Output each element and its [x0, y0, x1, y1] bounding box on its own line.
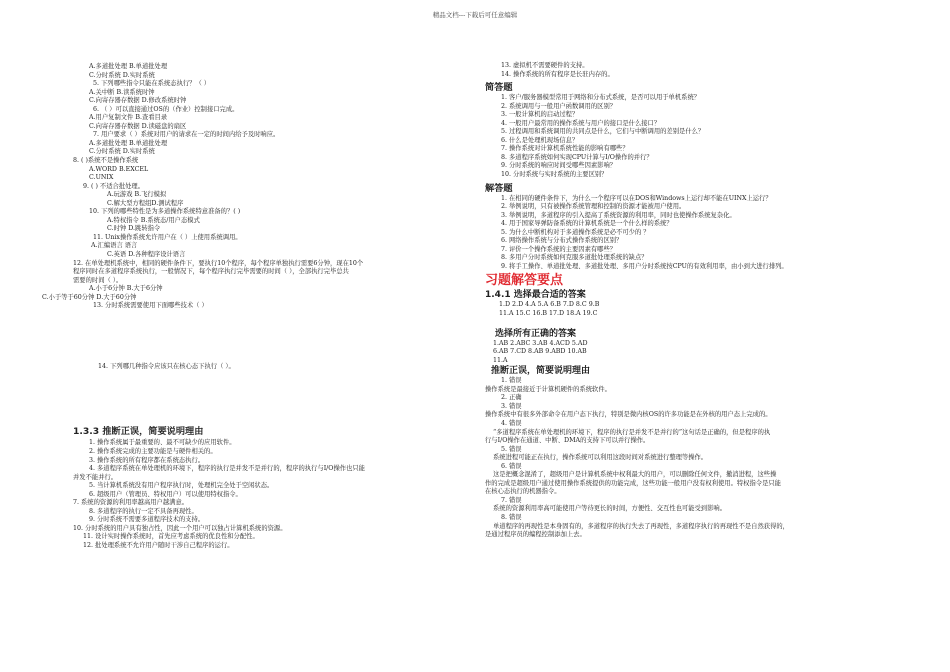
essay-question-line: 8. 多用户分时系统如何克服多道批处理系统的缺点？: [501, 254, 648, 262]
right-column: [485, 62, 925, 540]
tf-question-line: 8. 多道程序的执行一定不具备再现性。: [89, 507, 198, 515]
question-line: 12. 在单处理机系统中，相同的硬件条件下，要执行10个程序，每个程序单独执行需要6分钟，现在10个: [73, 259, 364, 267]
essay-question-line: 1. 在相同的硬件条件下，为什么一个程序可以在DOS和Windows上运行却不能在UINX上运行？: [501, 194, 772, 202]
tf-question-line: 1. 操作系统属于最重要的、最不可缺少的应用软件。: [89, 439, 236, 447]
question-line: 11. Unix操作系统允许用户在（ ）上使用系统调用。: [93, 233, 242, 241]
answer-line: 7. 错误: [501, 496, 522, 504]
question-line: C.小于等于60分钟 D.大于60分钟: [42, 293, 137, 301]
short-answer-questions: [485, 94, 925, 179]
short-question-line: 8. 多道程序系统如何实现CPU计算与I/O操作的并行？: [501, 153, 653, 161]
question-line: C.英语 D.各种程序设计语言: [107, 251, 186, 259]
answers-tf-title: 推断正误，简要说明理由: [491, 366, 591, 377]
essay-question-line: 6. 网络操作系统与分布式操作系统的区别？: [501, 237, 623, 245]
answer-line: 11.A: [493, 356, 508, 364]
short-question-line: 5. 过程调用和系统调用的共同点是什么，它们与中断调用的差别是什么？: [501, 128, 705, 136]
question-line: C.向寄存器存数据 D.修改系统时钟: [89, 97, 187, 105]
short-question-line: 7. 操作系统对计算机系统性能的影响有哪些？: [501, 145, 629, 153]
answer-line: 操作系统是最接近于计算机硬件的系统软件。: [485, 385, 611, 393]
answer-line: 这是把概念混淆了，超级用户是计算机系统中权利最大的用户，可以删除任何文件，撤消进程，这些操: [493, 471, 777, 479]
question-line: 13. 分时系统需要使用下面哪些技术（ ）: [93, 302, 208, 310]
answer-line: “多道程序系统在单处理机的环境下，程序的执行是并发不是并行的”这句话是正确的，但是程序的执: [493, 428, 771, 436]
tf-question-line: 5. 当计算机系统没有用户程序执行时，处理机完全处于空闲状态。: [89, 482, 274, 490]
multiple-choice-questions: [40, 63, 465, 311]
short-question-line: 10. 分时系统与实时系统的主要区别？: [501, 171, 608, 179]
short-question-line: 1. 客户/服务器模型常用于网络和分布式系统，是否可以用于单机系统？: [501, 94, 701, 102]
answer-line: 单道程序的再现性是本身固有的，多道程序的执行失去了再现性，多道程序执行的再现性不是自然获得的，: [493, 522, 789, 530]
question-line: 9. ( ) 不适合批处理。: [83, 182, 145, 190]
question-line: 7. 用户要求（ ）系统对用户的请求在一定的时间内给予及时响应。: [93, 131, 280, 139]
answer-line: 在核心态执行的机器指令。: [485, 488, 561, 496]
question-line: A.多道批处理 B.单道批处理: [89, 63, 168, 70]
answers-single-choice: [485, 301, 925, 318]
question-line: C.时钟 D.跳转指令: [107, 225, 161, 233]
question-line: A.用户复制文件 B.查看目录: [89, 114, 168, 122]
short-question-line: 9. 分时系统的响应时间受哪些因素影响？: [501, 162, 617, 170]
section-title-1-3-3: 1.3.3 推断正误，简要说明理由: [73, 426, 204, 438]
answers-title: 习题解答要点: [485, 273, 564, 289]
short-question-line: 4. 一般用户最常用的操作系统与用户的接口是什么接口？: [501, 119, 661, 127]
tf-question-line: 13. 虚拟机不需要硬件的支持。: [501, 62, 589, 69]
tf-question-line: 9. 分时系统不需要多道程序技术的支持。: [89, 516, 205, 524]
answers-true-false: [485, 377, 925, 539]
tf-question-line: 11. 设计实时操作系统时，首先应考虑系统的优良性和分配性。: [83, 533, 259, 541]
tf-question-line: 3. 操作系统的所有程序都在系统态执行。: [89, 456, 205, 464]
question-line: A.WORD B.EXCEL: [89, 165, 149, 173]
question-line: A.小于6分钟 B.大于6分钟: [89, 285, 163, 293]
tf-question-line: 6. 超级用户（管理员、特权用户）可以使用特权指令。: [89, 490, 242, 498]
left-column: [40, 63, 465, 551]
answer-line: 1. 错误: [501, 377, 522, 385]
essay-question-line: 4. 用于国家导弹防备系统的计算机系统是一个什么样的系统？: [501, 220, 673, 228]
tf-question-line: 4. 多道程序系统在单处理机的环境下，程序的执行是并发不是并行的，程序的执行与I/O操作也只能: [89, 465, 365, 473]
tf-question-line: 10. 分时系统的用户具有独占性，因此一个用户可以独占计算机系统的资源。: [73, 524, 287, 532]
question-14: 14. 下列哪几种指令应该只在核心态下执行（ ）。: [98, 362, 235, 370]
answer-line: 1.D 2.D 4.A 5.A 6.B 7.D 8.C 9.B: [499, 301, 600, 309]
true-false-questions-continued: [485, 62, 925, 79]
essay-question-line: 9. 将手工操作、单道批处理、多道批处理、多用户分时系统按CPU的有效利用率，由小到大进行排列。: [501, 262, 788, 270]
answer-line: 11.A 15.C 16.B 17.D 18.A 19.C: [499, 310, 598, 318]
essay-title: 解答题: [485, 182, 513, 194]
question-line: A.玩游戏 B.飞行模拟: [107, 191, 167, 199]
answer-line: 5. 错误: [501, 445, 522, 453]
answers-multi-title: 选择所有正确的答案: [495, 328, 577, 339]
answer-line: 行与I/O操作在通道、中断、DMA的支持下可以并行操作。: [485, 437, 650, 445]
tf-question-line: 并发不能并行。: [73, 473, 118, 481]
question-line: A.特权指令 B.系统态/用户态模式: [107, 216, 200, 224]
answer-line: 系统的资源利用率高可能使用户等待更长的时间，方便性、交互性也可能受到影响。: [493, 505, 726, 513]
answer-line: 6. 错误: [501, 462, 522, 470]
question-line: 6. （ ）可以直接通过OS的（作业）控制接口完成。: [93, 105, 239, 113]
short-question-line: 6. 什么是处理机现场信息？: [501, 136, 579, 144]
question-line: C.解大型方程组D.测试程序: [107, 199, 184, 207]
essay-questions: [485, 195, 925, 272]
page-header: 精品文档---下载后可任意编辑: [432, 11, 518, 19]
essay-question-line: 7. 评价一个操作系统的主要因素有哪些？: [501, 245, 617, 253]
answer-line: 是通过程序员的编程控制添加上去。: [485, 531, 586, 539]
question-line: A.汇编语言 语言: [91, 242, 138, 250]
tf-question-line: 12. 批处理系统不允许用户随时干涉自己程序的运行。: [83, 541, 234, 549]
tf-question-line: 7. 系统的资源的利用率越高用户越满意。: [73, 499, 189, 507]
answers-multi-choice: [485, 340, 925, 366]
true-false-questions: [40, 439, 465, 550]
answer-line: 操作系统中有很多外部命令在用户态下执行，特别是微内核OS的许多功能是在外核的用户态上完成的。: [485, 411, 772, 419]
question-line: A.关中断 B.读系统时钟: [89, 88, 155, 96]
answer-line: 6.AB 7.CD 8.AB 9.ABD 10.AB: [493, 348, 587, 356]
question-line: A.多道批处理 B.单道批处理: [89, 139, 168, 147]
answer-line: 1.AB 2.ABC 3.AB 4.ACD 5.AD: [493, 339, 588, 347]
essay-question-line: 5. 为什么中断机构对于多道操作系统是必不可少的 ？: [501, 228, 650, 236]
short-question-line: 2. 系统调用与一般用户函数调用的区别？: [501, 102, 617, 110]
tf-question-line: 2. 操作系统完成的主要功能是与硬件相关的。: [89, 447, 217, 455]
question-line: 10. 下列的哪些特性是为多道操作系统特意准备的？( ): [89, 208, 241, 216]
question-line: 程序同时在多道程序系统执行，一般情况下，每个程序执行完毕需要的时间（ ），全部执行完毕总共: [73, 268, 349, 276]
answers-1-4-1-title: 1.4.1 选择最合适的答案: [485, 290, 586, 301]
question-line: 需要的时间（ ）。: [73, 276, 123, 284]
essay-question-line: 2. 举例说明，只有被操作系统管理和控制的资源才能被用户使用。: [501, 203, 686, 211]
answer-line: 4. 错误: [501, 419, 522, 427]
short-answer-title: 简答题: [485, 82, 513, 94]
answer-line: 8. 错误: [501, 513, 522, 521]
tf-question-line: 14. 操作系统的所有程序是长驻内存的。: [501, 70, 614, 78]
question-line: C.UNIX: [89, 174, 114, 182]
answer-line: 系统进程可能正在执行，操作系统可以利用这段时间对系统进行整理等操作。: [493, 454, 708, 462]
answer-line: 2. 正确: [501, 394, 522, 402]
answer-line: 3. 错误: [501, 402, 522, 410]
answer-line: 作的完成是超级用户通过使用操作系统提供的功能完成，这些功能一般用户没有权利使用。特权指令是只能: [485, 479, 781, 487]
question-line: C.分时系统 D.实时系统: [89, 71, 155, 79]
question-line: C.向寄存器存数据 D.读磁盘的扇区: [89, 122, 187, 130]
question-line: 8. ( )系统不是操作系统: [73, 157, 139, 165]
question-line: 5. 下列哪些指令只能在系统态执行？（ ）: [93, 80, 211, 88]
short-question-line: 3. 一般计算机的启动过程？: [501, 111, 579, 119]
essay-question-line: 3. 举例说明，多道程序的引入提高了系统资源的利用率，同时也使操作系统复杂化。: [501, 211, 736, 219]
question-line: C.分时系统 D.实时系统: [89, 148, 155, 156]
